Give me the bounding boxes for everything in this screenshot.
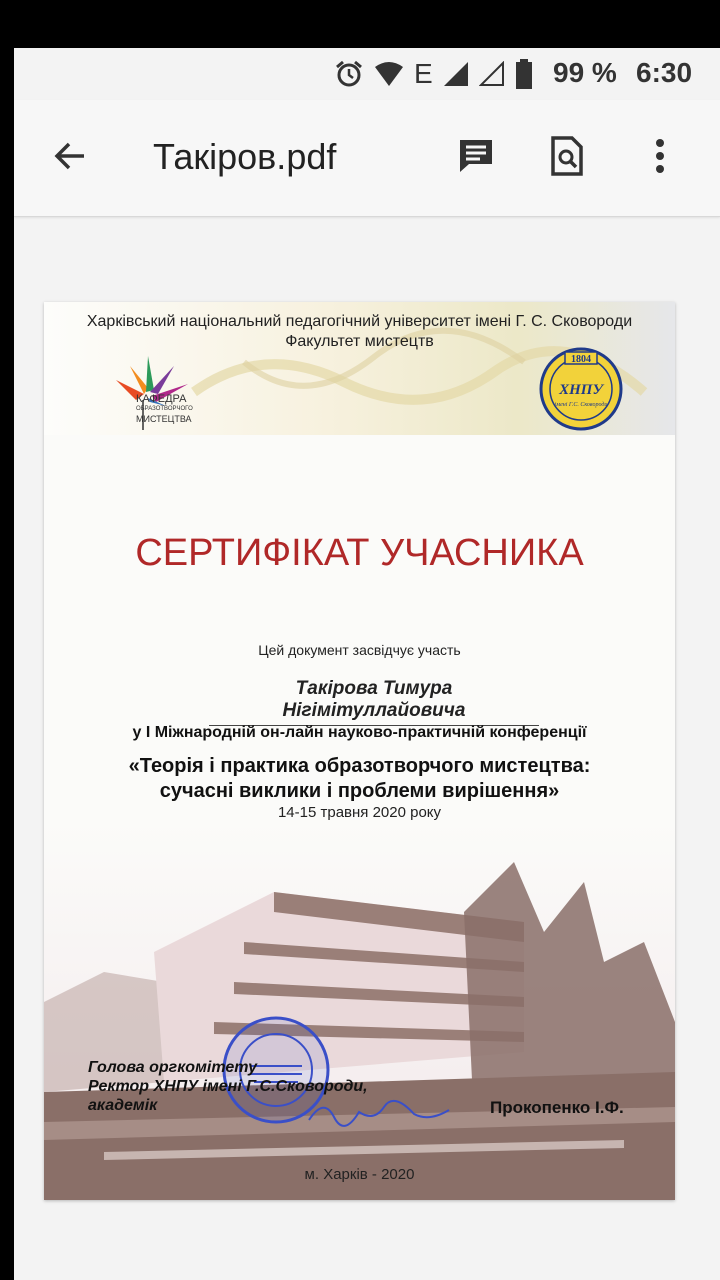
network-type: E (414, 58, 433, 89)
signer-line-2: Ректор ХНПУ імені Г.С.Сковороди, (88, 1078, 368, 1095)
find-in-page-button[interactable] (539, 128, 595, 184)
status-icons (334, 57, 533, 91)
app-bar (14, 100, 720, 217)
signer-line-3: академік (88, 1097, 158, 1114)
handwritten-signature (304, 1092, 454, 1132)
university-building-photo (44, 822, 675, 1200)
signer-name: Прокопенко І.Ф. (490, 1098, 624, 1117)
seal-year: 1804 (571, 354, 591, 365)
seal-abbreviation: ХНПУ (559, 382, 603, 398)
faculty-name: Факультет мистецтв (285, 333, 434, 350)
signal-icon (443, 61, 469, 87)
university-name: Харківський національний педагогічний університет імені Г. С. Сковороди (86, 313, 633, 330)
pdf-page[interactable] (44, 302, 675, 1200)
document-title: Такіров.pdf (153, 136, 337, 177)
more-vert-icon (655, 139, 665, 173)
certificate-title: СЕРТИФІКАТ УЧАСНИКА (135, 532, 584, 574)
topic-line-2: сучасні виклики і проблеми вирішення» (159, 780, 560, 802)
department-caption (136, 394, 193, 424)
seal-subtitle: імені Г.С. Сковороди (554, 402, 608, 408)
top-black-bar (0, 0, 720, 48)
battery-icon (515, 59, 533, 89)
participant-name: Такірова Тимура Нігімітуллайовича (209, 678, 539, 726)
topic-line-1: «Теорія і практика образотворчого мистецтва: (128, 755, 591, 777)
comment-icon (457, 137, 495, 175)
find-in-page-icon (550, 136, 584, 176)
wifi-icon (374, 61, 404, 87)
issue-place-year: м. Харків - 2020 (304, 1166, 415, 1183)
app-window (14, 48, 720, 1280)
department-line-3: МИСТЕЦТВА (136, 414, 192, 424)
clock: 6:30 (636, 57, 693, 88)
signer-line-1: Голова оргкомітету (88, 1059, 257, 1076)
status-bar (14, 48, 720, 100)
conference-topic (44, 754, 675, 804)
more-options-button[interactable] (632, 128, 688, 184)
conference-line: у І Міжнародній он-лайн науково-практичній конференції (132, 724, 587, 741)
comment-button[interactable] (448, 128, 504, 184)
university-seal-icon (538, 346, 624, 432)
certificate-intro: Цей документ засвідчує участь (258, 642, 461, 658)
alarm-icon (334, 59, 364, 89)
department-line-1: КАФЕДРА (136, 393, 187, 405)
conference-dates: 14-15 травня 2020 року (277, 804, 442, 821)
signal-empty-icon (479, 61, 505, 87)
back-button[interactable] (42, 128, 98, 184)
battery-percent: 99 % (553, 57, 617, 88)
arrow-back-icon (52, 138, 88, 174)
department-line-2: ОБРАЗОТВОРЧОГО (136, 406, 193, 412)
